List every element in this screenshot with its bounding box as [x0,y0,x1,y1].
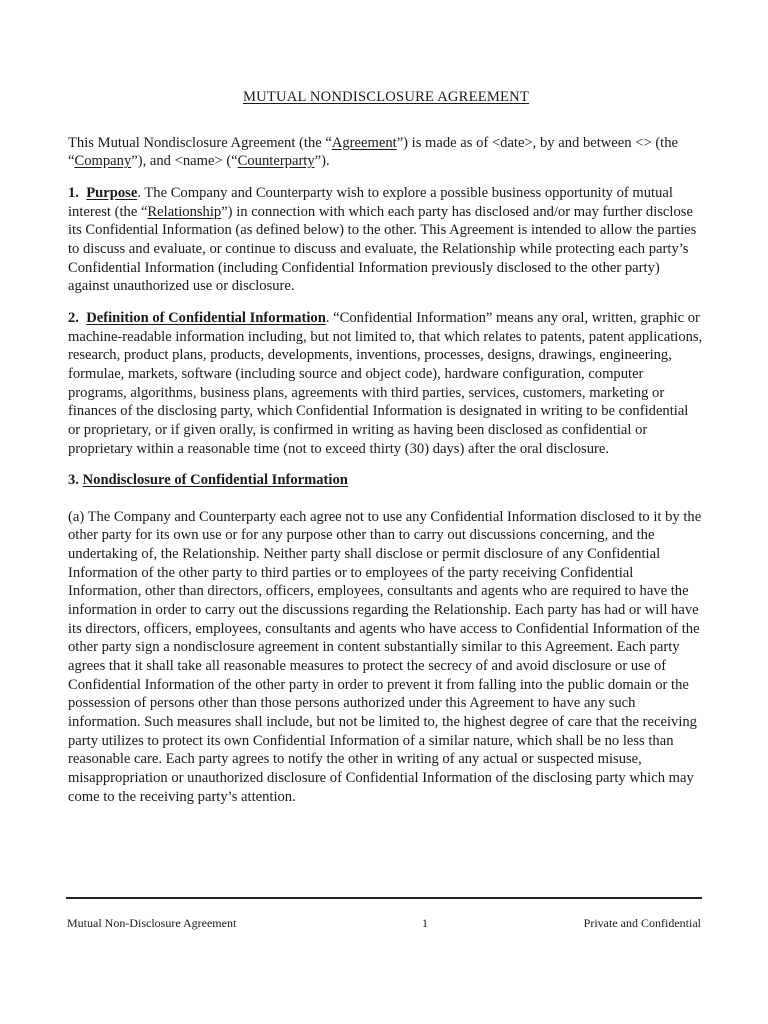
intro-text-3: ”), and <name> (“ [131,153,238,170]
company-term: Company [74,153,132,170]
section-2-heading: Definition of Confidential Information [86,309,326,326]
section-1-text-2: ”) in connection with which each party has disclosed and/or may further disclose its Confidential Information (as defined below) to the other. This Agreement is intended to allow the parties to discuss and evaluate, or continue to discuss and evaluate, the Relationship while protecting each party’s Confidential Information (including Confidential Information previously disclosed to the other party) against unauthorized use or disclosure. [68,203,697,295]
page-footer [67,916,701,931]
section-1-text-1: . The Company and Counterparty wish to explore a possible business opportunity of mutual interest (the “ [68,184,673,220]
section-2-definition [68,309,704,458]
footer-page-number: 1 [421,916,428,930]
footer-left-text: Mutual Non-Disclosure Agreement [67,916,237,930]
agreement-term: Agreement [331,134,397,151]
intro-text-2: ”) is made as of <date>, by and between <> (the “ [68,134,679,170]
section-3-number: 3. [68,472,79,489]
section-3-heading-line [68,471,704,490]
section-2-number: 2. [68,309,79,326]
section-3-heading: Nondisclosure of Confidential Information [82,472,348,489]
section-1-heading: Purpose [86,184,138,201]
section-1-purpose [68,184,704,296]
relationship-term: Relationship [147,203,222,220]
intro-text-4: ”). [314,153,330,170]
intro-text-1: This Mutual Nondisclosure Agreement (the “ [68,134,332,151]
section-3-paragraph-a: (a) The Company and Counterparty each agree not to use any Confidential Information disclosed to it by the other party for its own use or for any purpose other than to carry out discussions concerning, and the undertaking of, the Relationship. Neither party shall disclose or permit disclosure of any Confidential Information of the other party to third parties or to employees of the party receiving Confidential Information, other than directors, officers, employees, consultants and agents who are required to have the information in order to carry out the discussions regarding the Relationship. Each party has had or will have its directors, officers, employees, consultants and agents who have access to Confidential Information of the other party sign a nondisclosure agreement in content substantially similar to this Agreement. Each party agrees that it shall take all reasonable measures to protect the secrecy of and avoid disclosure or use of Confidential Information of the other party in order to prevent it from falling into the public domain or the possession of persons other than those persons authorized under this Agreement to have any such information. Such measures shall include, but not be limited to, the highest degree of care that the receiving party utilizes to protect its own Confidential Information of a similar nature, which shall be no less than reasonable care. Each party agrees to notify the other in writing of any actual or suspected misuse, misappropriation or unauthorized disclosure of Confidential Information of the disclosing party which may come to the receiving party’s attention. [68,508,702,805]
document-title: MUTUAL NONDISCLOSURE AGREEMENT [243,89,529,105]
section-1-number: 1. [68,184,79,201]
document-body [68,88,704,819]
counterparty-term: Counterparty [237,153,315,170]
footer-divider [66,897,702,899]
section-2-body: . “Confidential Information” means any oral, written, graphic or machine-readable information including, but not limited to, that which relates to patents, patent applications, research, product plans, products, developments, inventions, processes, designs, drawings, engineering, formulae, markets, software (including source and object code), hardware configuration, computer programs, algorithms, business plans, agreements with third parties, services, customers, marketing or finances of the disclosing party, which Confidential Information is designated in writing to be confidential or proprietary, or if given orally, is confirmed in writing as having been disclosed as confidential or proprietary within a reasonable time (not to exceed thirty (30) days) after the oral disclosure. [68,309,703,457]
intro-paragraph [68,134,704,171]
footer-right-text: Private and Confidential [583,916,701,930]
